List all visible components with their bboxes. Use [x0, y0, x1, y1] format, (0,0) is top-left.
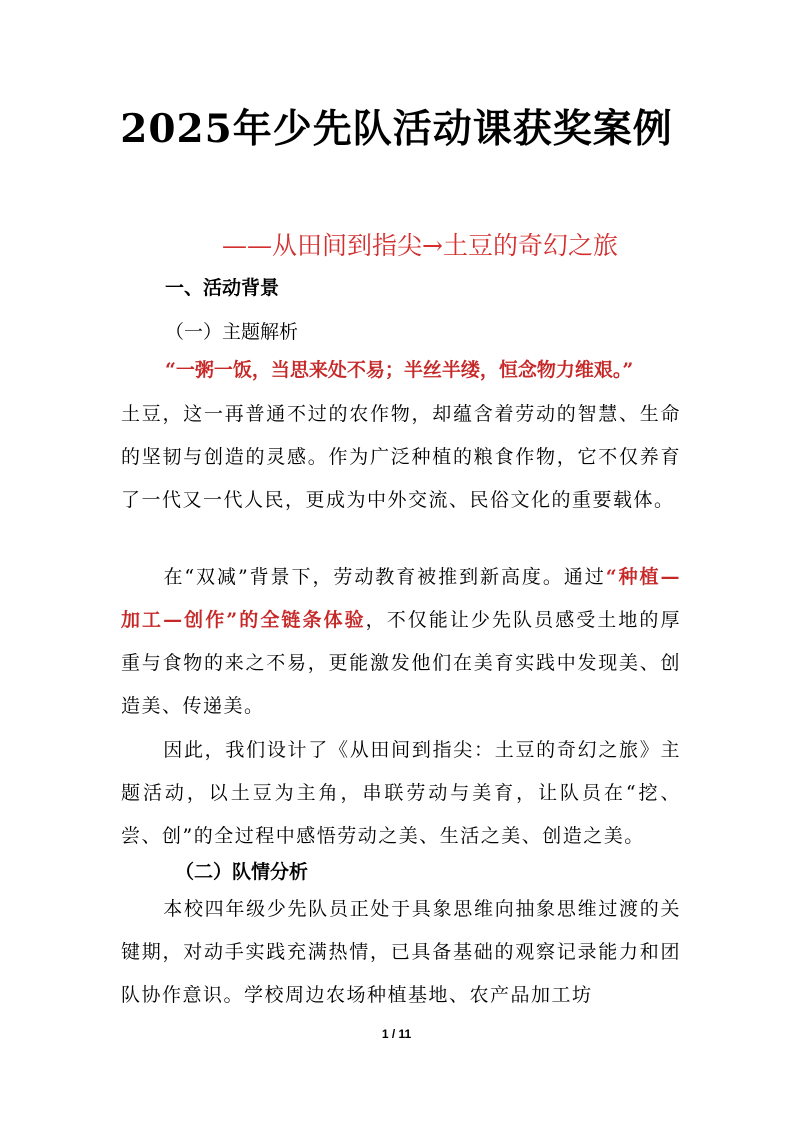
paragraph-text-end: ，不仅能让少先队员感受土地的厚重与食物的来之不易，更能激发他们在美育实践中发现美、创造美、传递美。: [121, 609, 681, 717]
paragraph-activity-design: [121, 729, 681, 858]
subsection-heading-team-analysis: （二）队情分析: [175, 861, 309, 883]
highlighted-quote: “一粥一饭，当思来处不易；半丝半缕，恒念物力维艰。”: [165, 359, 634, 381]
section-heading-background: 一、活动背景: [165, 277, 280, 299]
page-number: 1 / 11: [381, 1027, 412, 1041]
paragraph-text: 因此，我们设计了《从田间到指尖：土豆的奇幻之旅》主题活动，以土豆为主角，串联劳动与美育，让队员在“挖、尝、创”的全过程中感悟劳动之美、生活之美、创造之美。: [121, 739, 681, 847]
paragraph-text-start: 在“双减”背景下，劳动教育被推到新高度。通过: [163, 566, 606, 588]
paragraph-team-analysis: [121, 888, 681, 1017]
document-title: 2025年少先队活动课获奖案例: [120, 106, 673, 152]
document-subtitle: ——从田间到指尖→土豆的奇幻之旅: [222, 231, 618, 260]
paragraph-text: 本校四年级少先队员正处于具象思维向抽象思维过渡的关键期，对动手实践充满热情，已具备基础的观察记录能力和团队协作意识。学校周边农场种植基地、农产品加工坊: [121, 898, 681, 1006]
paragraph-potato-intro: 土豆，这一再普通不过的农作物，却蕴含着劳动的智慧、生命的坚韧与创造的灵感。作为广泛种植的粮食作物，它不仅养育了一代又一代人民，更成为中外交流、民俗文化的重要载体。: [121, 403, 681, 511]
paragraph-labor-education: [121, 556, 681, 728]
subsection-heading-theme: （一）主题解析: [165, 321, 299, 343]
highlighted-phrase: “种植—加工—创作”的全链条体验: [121, 566, 681, 631]
